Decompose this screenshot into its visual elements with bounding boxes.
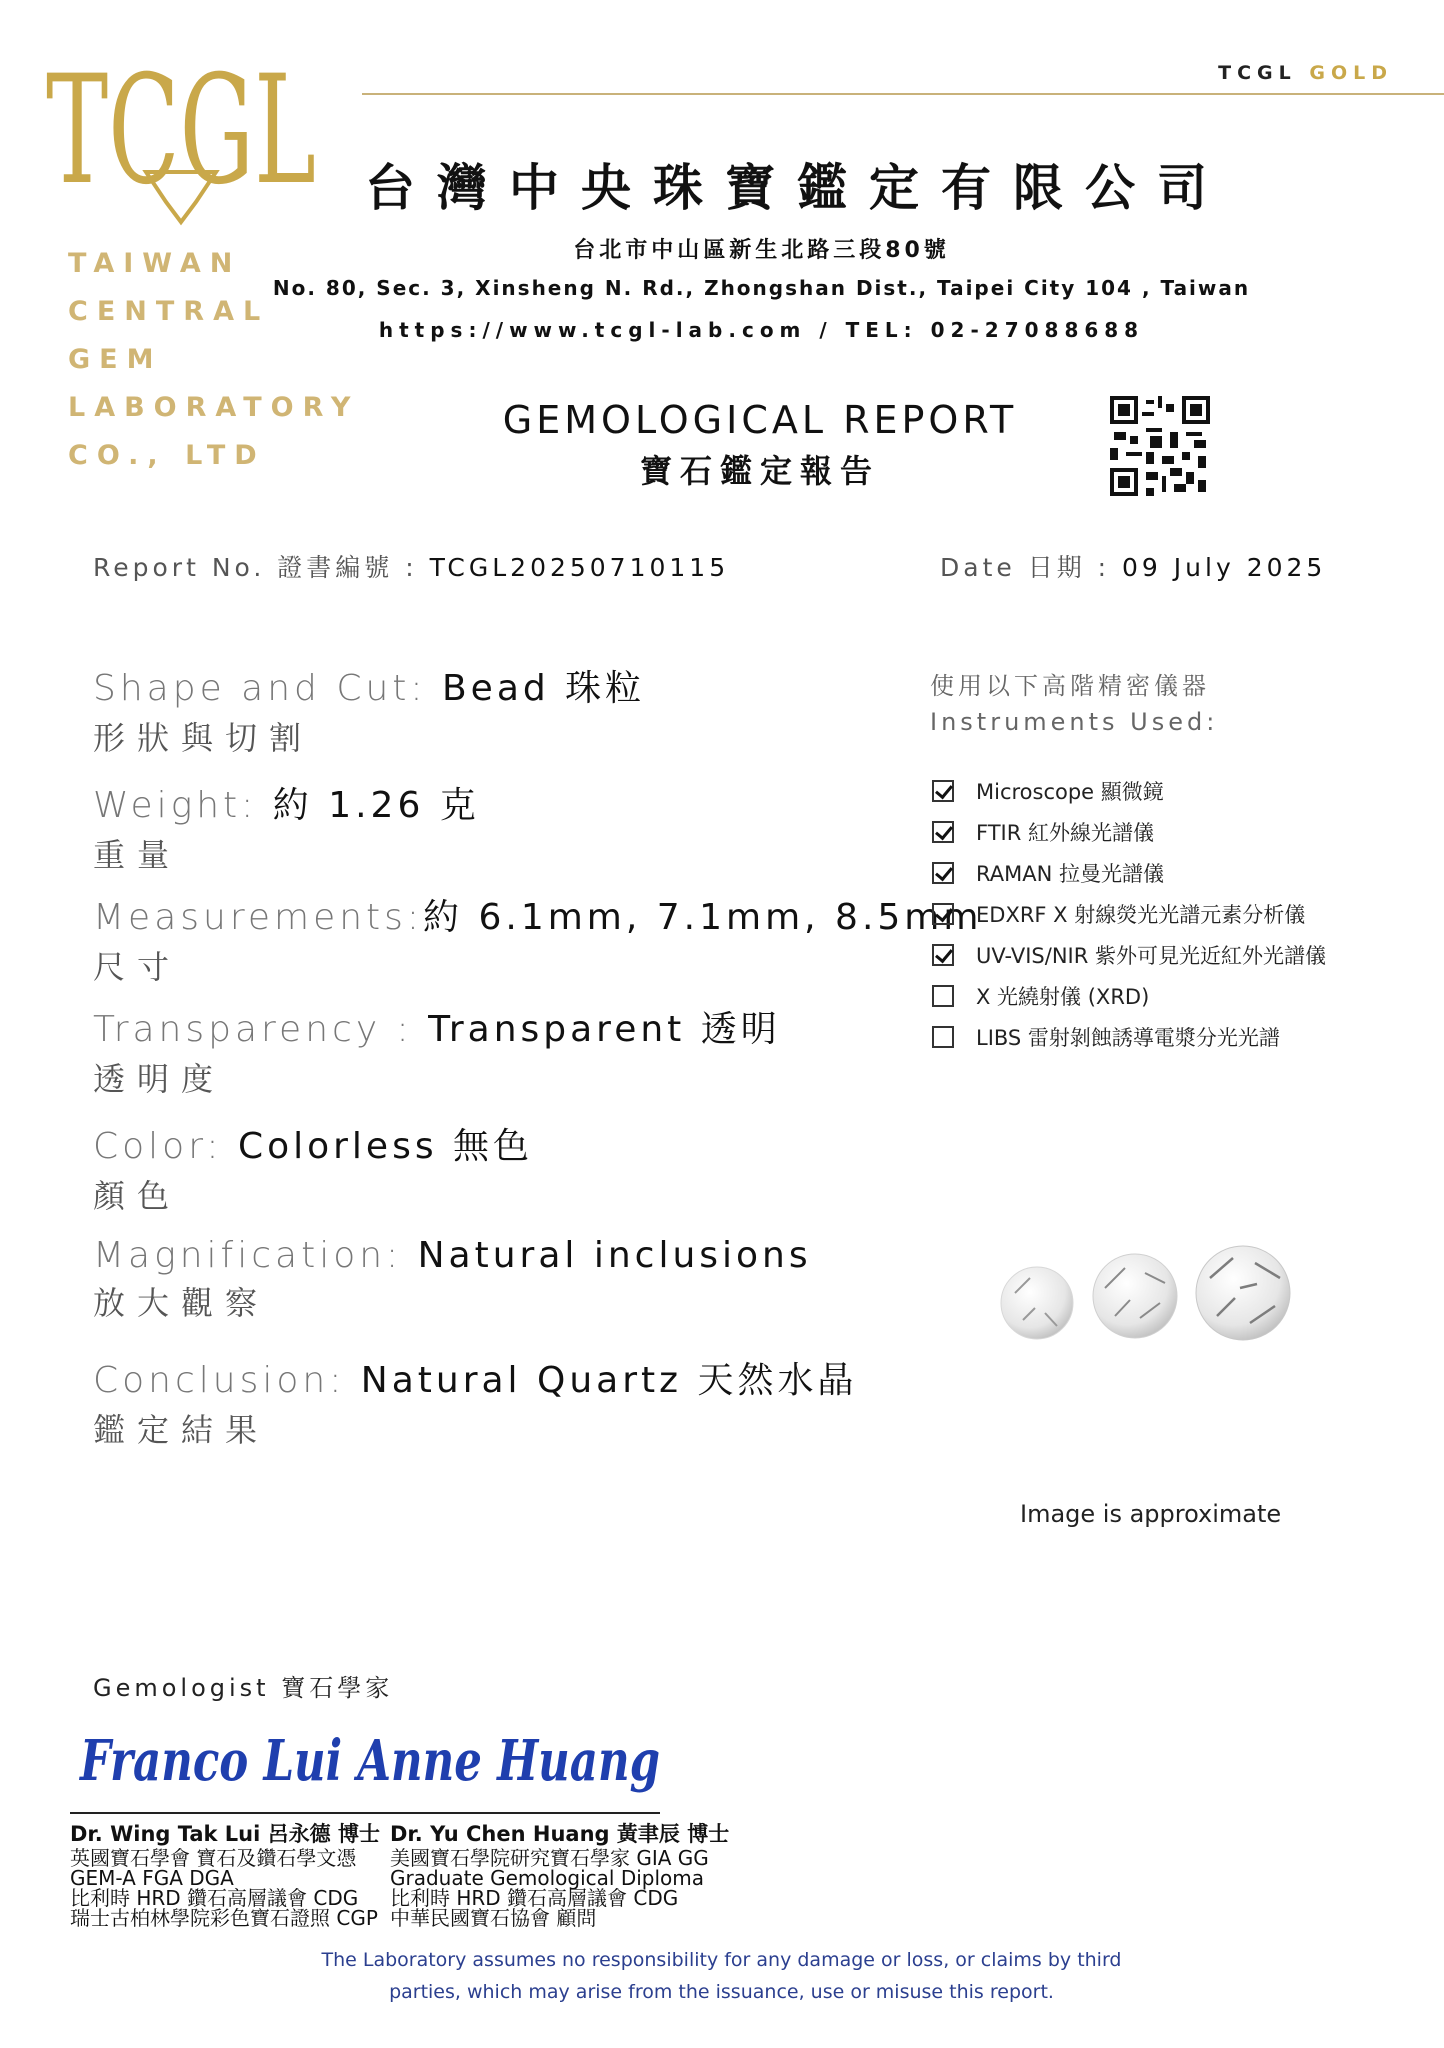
checkbox-empty-icon	[932, 985, 954, 1007]
tcgl-logo	[46, 44, 316, 222]
image-caption: Image is approximate	[1020, 1500, 1282, 1528]
field-conclusion: Conclusion: Natural Quartz 天然水晶 鑑定結果	[93, 1360, 858, 1449]
checkbox-checked-icon	[932, 821, 954, 843]
field-color: Color: Colorless 無色 顏色	[93, 1126, 534, 1215]
header-rule	[362, 93, 1444, 95]
company-name-en: TAIWAN CENTRAL GEM LABORATORY CO., LTD	[68, 248, 360, 471]
instrument-item: Microscope 顯微鏡	[932, 770, 1326, 811]
field-shape-cut: Shape and Cut: Bead 珠粒 形狀與切割	[93, 668, 646, 757]
instrument-item: UV-VIS/NIR 紫外可見光近紅外光譜儀	[932, 934, 1326, 975]
signature-image	[70, 1700, 670, 1810]
gemologist-lui: Dr. Wing Tak Lui 呂永德 博士 英國寶石學會 寶石及鑽石學文憑 GEM-A FGA DGA 比利時 HRD 鑽石高層議會 CDG 瑞士古柏林學院彩色寶石證照 CGP	[70, 1822, 380, 1930]
report-title-cn: 寶石鑑定報告	[639, 452, 880, 490]
report-date: Date 日期 : 09 July 2025	[940, 553, 1327, 582]
report-title-en: GEMOLOGICAL REPORT	[502, 398, 1018, 442]
gemologist-label: Gemologist 寶石學家	[93, 1674, 394, 1702]
quartz-beads-image	[995, 1238, 1305, 1348]
brand-tag: TCGL GOLD	[1218, 62, 1393, 84]
report-number: Report No. 證書編號 : TCGL20250710115	[93, 553, 730, 582]
field-magnification: Magnification: Natural inclusions 放大觀察	[93, 1235, 812, 1322]
field-weight: Weight: 約 1.26 克 重量	[93, 785, 480, 874]
checkbox-empty-icon	[932, 1026, 954, 1048]
instrument-item: FTIR 紅外線光譜儀	[932, 811, 1326, 852]
checkbox-checked-icon	[932, 944, 954, 966]
instrument-item: LIBS 雷射剝蝕誘導電漿分光光譜	[932, 1016, 1326, 1057]
gemologist-huang: Dr. Yu Chen Huang 黃聿辰 博士 美國寶石學院研究寶石學家 GIA GG Graduate Gemological Diploma 比利時 HRD 鑽石高層議會 CDG 中華民國寶石協會 顧問	[390, 1822, 730, 1930]
instrument-item: EDXRF X 射線熒光光譜元素分析儀	[932, 893, 1326, 934]
company-name-cn: 台灣中央珠寶鑑定有限公司	[365, 158, 1229, 217]
field-transparency: Transparency : Transparent 透明 透明度	[93, 1009, 781, 1098]
checkbox-checked-icon	[932, 780, 954, 802]
instrument-item: RAMAN 拉曼光譜儀	[932, 852, 1326, 893]
address-cn: 台北市中山區新生北路三段80號	[573, 238, 950, 263]
svg-text:TCGL: TCGL	[46, 44, 316, 218]
address-en: No. 80, Sec. 3, Xinsheng N. Rd., Zhongshan Dist., Taipei City 104 , Taiwan	[272, 276, 1251, 300]
website-tel: https://www.tcgl-lab.com / TEL: 02-27088688	[378, 318, 1145, 342]
qr-code-icon[interactable]	[1110, 396, 1210, 496]
signature-rule	[70, 1812, 660, 1814]
instruments-list	[932, 770, 1326, 1057]
checkbox-checked-icon	[932, 903, 954, 925]
instrument-item: X 光繞射儀 (XRD)	[932, 975, 1326, 1016]
instruments-heading: 使用以下高階精密儀器 Instruments Used:	[930, 672, 1219, 736]
svg-text:Franco Lui Anne Huang: Franco Lui Anne Huang	[78, 1728, 661, 1794]
disclaimer: The Laboratory assumes no responsibility for any damage or loss, or claims by third parties, which may arise from the issuance, use or misuse this report.	[321, 1949, 1122, 2003]
field-measurements: Measurements:約 6.1mm, 7.1mm, 8.5mm 尺寸	[93, 897, 983, 986]
checkbox-checked-icon	[932, 862, 954, 884]
